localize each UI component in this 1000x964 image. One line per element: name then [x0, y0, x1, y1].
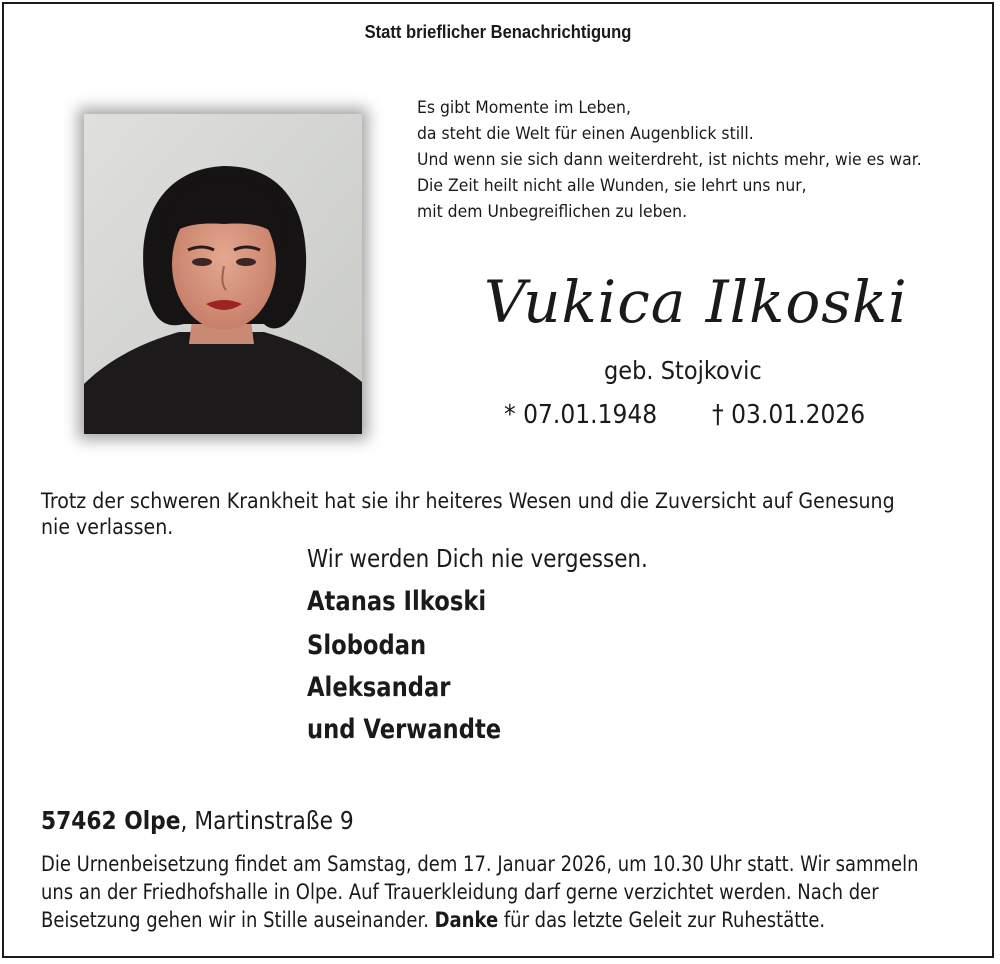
- footer-text: Beisetzung gehen wir in Stille auseinander.: [41, 908, 435, 932]
- footer-line: Die Urnenbeisetzung findet am Samstag, dem 17. Januar 2026, um 10.30 Uhr statt. Wir sammeln: [41, 852, 919, 876]
- mourner-name: und Verwandte: [307, 714, 502, 745]
- poem-line: mit dem Unbegreiflichen zu leben.: [417, 202, 688, 222]
- mourner-name: Atanas Ilkoski: [307, 586, 487, 617]
- portrait-photo: [84, 114, 362, 434]
- mourner-name: Slobodan: [307, 630, 427, 661]
- thanks-text: Danke: [434, 908, 499, 932]
- header-notice: Statt brieflicher Benachrichtigung: [364, 22, 632, 42]
- farewell-text: Wir werden Dich nie vergessen.: [307, 544, 648, 573]
- birth-date: * 07.01.1948: [504, 400, 658, 430]
- address-street: Martinstraße 9: [187, 806, 354, 835]
- poem-line: da steht die Welt für einen Augenblick still.: [417, 124, 754, 144]
- poem-line: Die Zeit heilt nicht alle Wunden, sie lehrt uns nur,: [417, 176, 807, 196]
- footer-line: [41, 906, 918, 934]
- mourner-name: Aleksandar: [307, 672, 451, 703]
- address-city: 57462 Olpe: [41, 806, 181, 835]
- funeral-details: [41, 850, 918, 934]
- poem-line: Es gibt Momente im Leben,: [417, 98, 631, 118]
- deceased-name: Vukica Ilkoski: [484, 268, 908, 336]
- address: [41, 806, 354, 835]
- portrait-illustration: [84, 114, 362, 434]
- tribute-line: nie verlassen.: [41, 515, 174, 539]
- obituary-frame: [2, 2, 994, 958]
- tribute-text: [41, 488, 895, 540]
- birth-name: geb. Stojkovic: [604, 356, 762, 385]
- death-date: † 03.01.2026: [712, 400, 866, 430]
- address-separator: ,: [180, 806, 188, 835]
- tribute-line: Trotz der schweren Krankheit hat sie ihr heiteres Wesen und die Zuversicht auf Genesung: [41, 489, 895, 513]
- poem: [417, 95, 922, 225]
- poem-line: Und wenn sie sich dann weiterdreht, ist nichts mehr, wie es war.: [417, 150, 922, 170]
- footer-text: für das letzte Geleit zur Ruhestätte.: [498, 908, 826, 932]
- footer-line: uns an der Friedhofshalle in Olpe. Auf Trauerkleidung darf gerne verzichtet werden. Nach der: [41, 880, 879, 904]
